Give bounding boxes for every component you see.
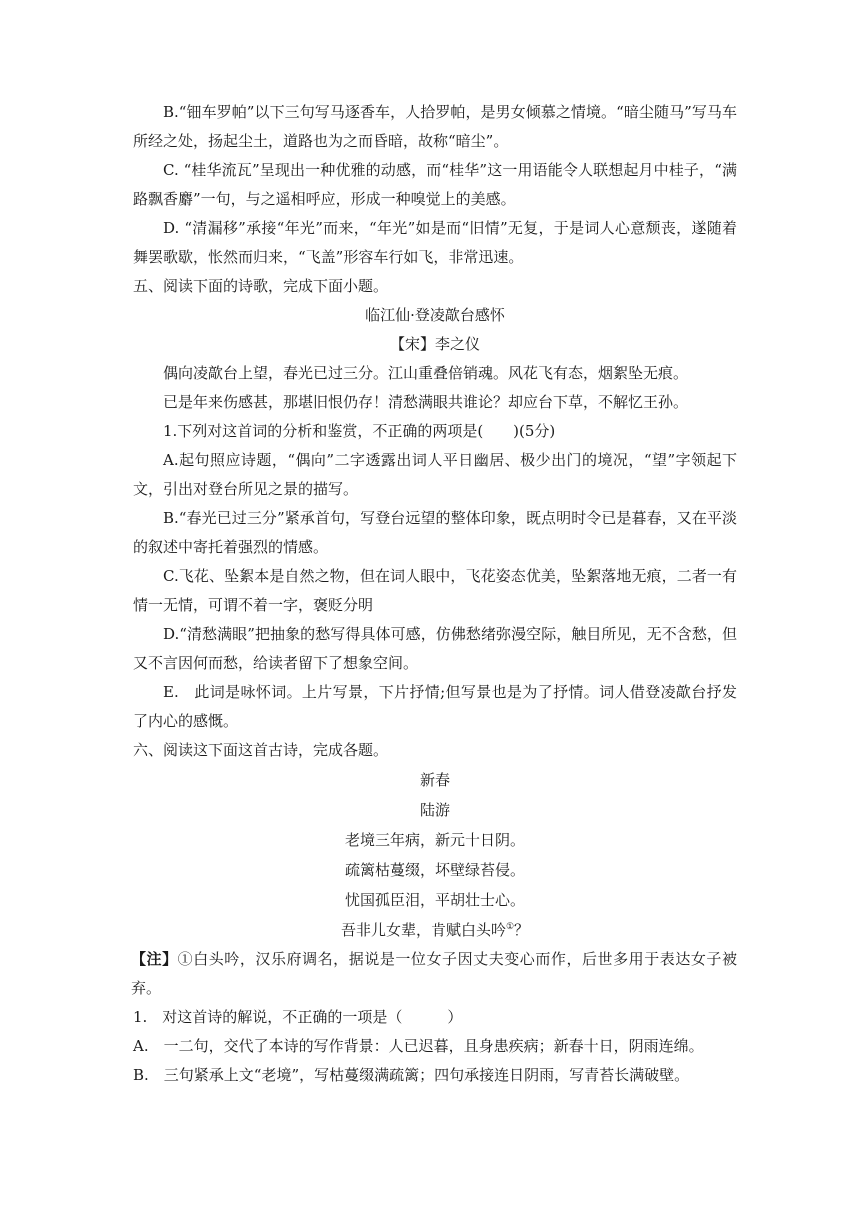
section5-poem-line1: 偶向凌歊台上望，春光已过三分。江山重叠倍销魂。风花飞有态，烟絮坠无痕。 bbox=[163, 364, 689, 382]
section5-poem-line2: 已是年来伤感甚，那堪旧恨仍存！清愁满眼共谁论？却应台下草，不解忆王孙。 bbox=[163, 393, 689, 411]
section6-poem-line4 bbox=[133, 915, 737, 945]
note-text: ①白头吟，汉乐府调名，据说是一位女子因丈夫变心而作，后世多用于表达女子被弃。 bbox=[131, 950, 737, 997]
section6-note bbox=[131, 945, 737, 1003]
section5-poem-author: 【宋】李之仪 bbox=[389, 335, 480, 353]
section5-poem-title: 临江仙·登凌歊台感怀 bbox=[365, 306, 505, 324]
s5-option-c: C.飞花、坠絮本是自然之物，但在词人眼中，飞花姿态优美，坠絮落地无痕，二者一有情一无情，可谓不着一字，褒贬分明 bbox=[133, 567, 737, 614]
section6-poem-line4-end: ？ bbox=[514, 921, 530, 939]
footnote-marker: ① bbox=[505, 922, 515, 932]
s4-option-c: C. “桂华流瓦”呈现出一种优雅的动感，而“桂华”这一用语能令人联想起月中桂子，“满路飘香麝”一句，与之遥相呼应，形成一种嗅觉上的美感。 bbox=[133, 161, 737, 208]
section6-poem-line1: 老境三年病，新元十日阴。 bbox=[344, 831, 525, 849]
section6-poem-title: 新春 bbox=[419, 771, 450, 789]
section6-heading: 六、阅读这下面这首古诗，完成各题。 bbox=[133, 741, 389, 759]
section6-poem-line2: 疏篱枯蔓缀，坏壁绿苔侵。 bbox=[344, 861, 525, 879]
s5-option-b: B.“春光已过三分”紧承首句，写登台远望的整体印象，既点明时令已是暮春，又在平淡的叙述中寄托着强烈的情感。 bbox=[133, 509, 737, 556]
section5-question: 1.下列对这首词的分析和鉴赏，不正确的两项是( )(5分) bbox=[163, 422, 556, 440]
section5-heading: 五、阅读下面的诗歌，完成下面小题。 bbox=[133, 277, 389, 295]
s5-option-d: D.“清愁满眼”把抽象的愁写得具体可感，仿佛愁绪弥漫空际，触目所见，无不含愁，但又不言因何而愁，给读者留下了想象空间。 bbox=[133, 625, 737, 672]
section6-poem-line4-text: 吾非儿女辈，肯赋白头吟 bbox=[340, 921, 506, 939]
document-page bbox=[133, 98, 737, 1090]
s6-option-b: B. 三句紧承上文“老境”，写枯蔓缀满疏篱；四句承接连日阴雨，写青苔长满破壁。 bbox=[133, 1066, 690, 1084]
section6-poem-line3: 忧国孤臣泪，平胡壮士心。 bbox=[344, 891, 525, 909]
section6-poem-author: 陆游 bbox=[419, 801, 450, 819]
s5-option-e: E. 此词是咏怀词。上片写景，下片抒情;但写景也是为了抒情。词人借登凌歊台抒发了内心的感慨。 bbox=[133, 683, 737, 730]
note-tag: 【注】 bbox=[131, 950, 178, 968]
section6-question: 1. 对这首诗的解说，不正确的一项是（ ） bbox=[133, 1008, 463, 1026]
s6-option-a: A. 一二句，交代了本诗的写作背景：人已迟暮，且身患疾病；新春十日，阴雨连绵。 bbox=[133, 1037, 704, 1055]
s4-option-b: B.“钿车罗帕”以下三句写马逐香车，人拾罗帕，是男女倾慕之情境。“暗尘随马”写马车所经之处，扬起尘土，道路也为之而昏暗，故称“暗尘”。 bbox=[133, 103, 737, 150]
s4-option-d: D. “清漏移”承接“年光”而来，“年光”如是而“旧情”无复，于是词人心意颓丧，遂随着舞罢歌歇，怅然而归来，“飞盖”形容车行如飞，非常迅速。 bbox=[133, 219, 737, 266]
s5-option-a: A.起句照应诗题，“偶向”二字透露出词人平日幽居、极少出门的境况，“望”字领起下文，引出对登台所见之景的描写。 bbox=[133, 451, 737, 498]
